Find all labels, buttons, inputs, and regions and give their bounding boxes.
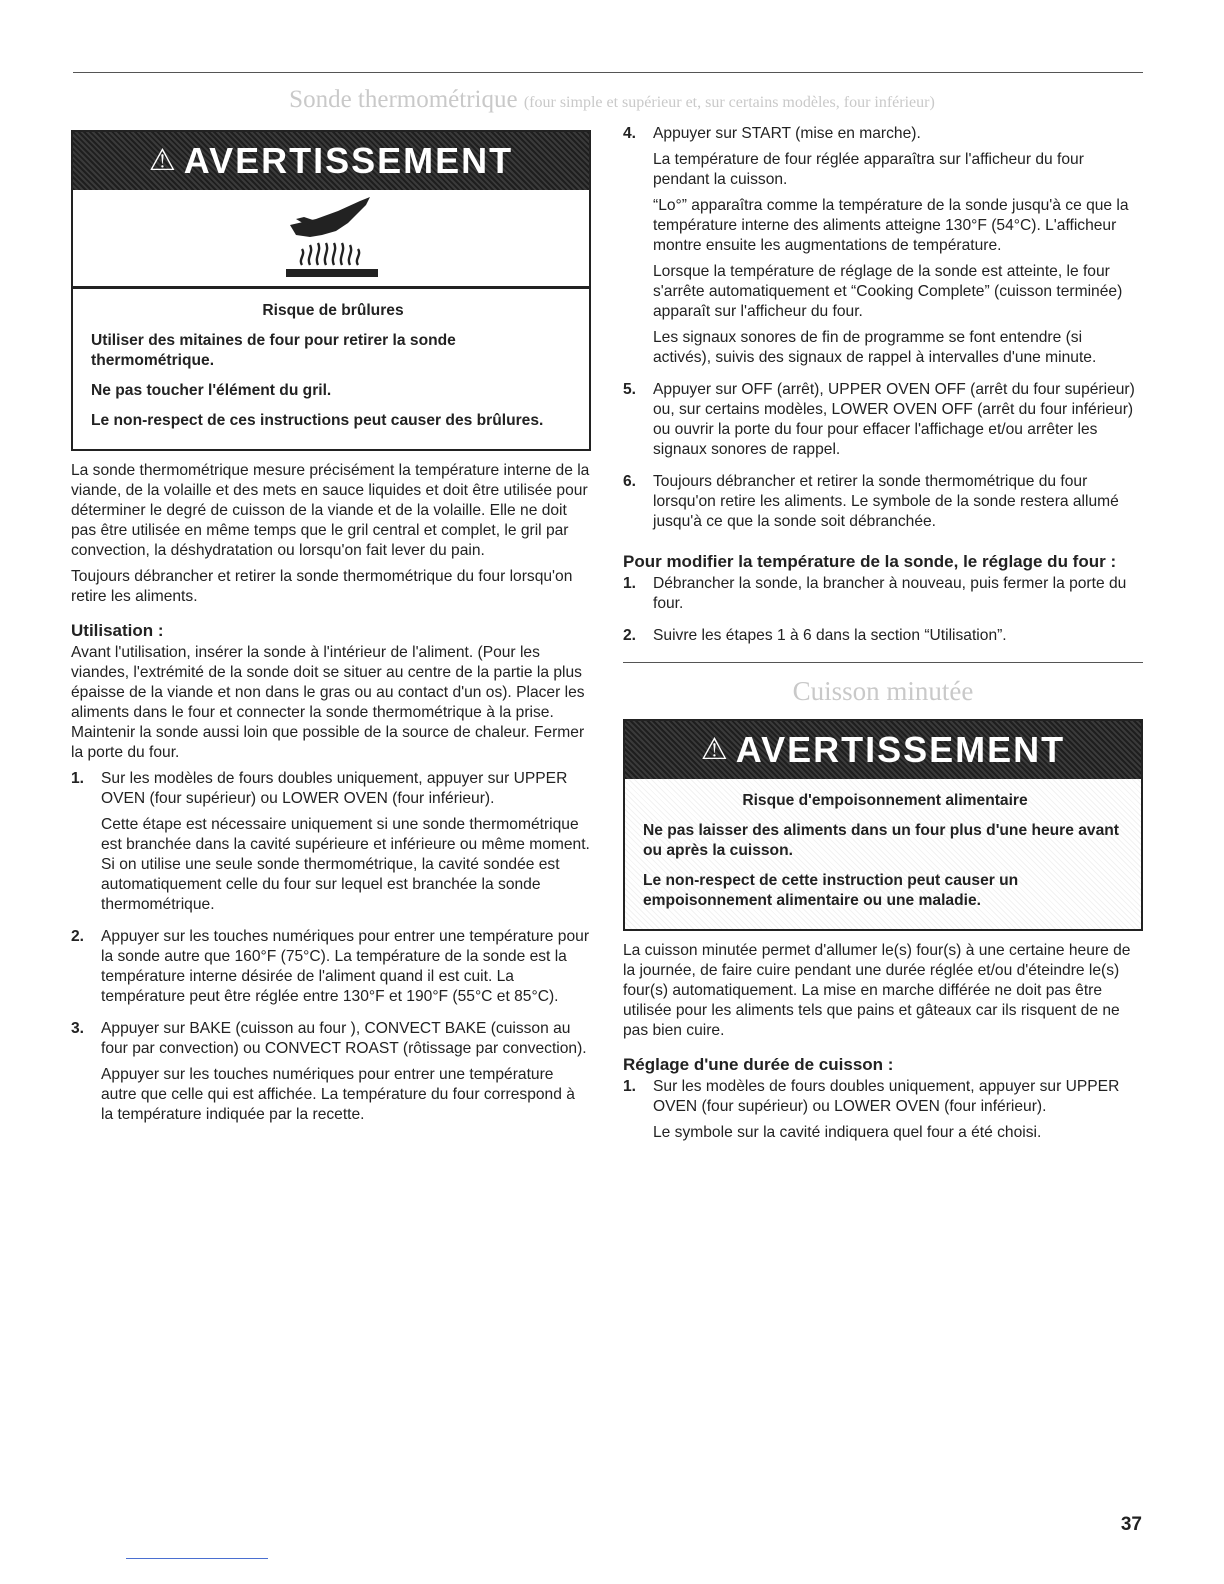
- step-item: [71, 1019, 591, 1131]
- step-text: Appuyer sur BAKE (cuisson au four ), CONVECT BAKE (cuisson au four par convection) ou CONVECT ROAST (rôtissage par convection).: [101, 1020, 587, 1057]
- step-item: [71, 927, 591, 1013]
- section-divider: [623, 662, 1143, 663]
- warning-header-label: AVERTISSEMENT: [183, 140, 514, 181]
- utilisation-intro: Avant l'utilisation, insérer la sonde à l'intérieur de l'aliment. (Pour les viandes, l'extrémité de la sonde doit se situer au centre de la partie la plus épaisse de la viande et non dans le gras ou au contact d'un os). Placer les aliments dans le four et connecter la sonde thermométrique à la prise. Maintenir la sonde aussi loin que possible de la source de chaleur. Fermer la porte du four.: [71, 644, 585, 761]
- step-text: Suivre les étapes 1 à 6 dans la section “Utilisation”.: [653, 627, 1007, 644]
- step-item: [623, 1077, 1143, 1149]
- risk-label: Risque de brûlures: [262, 302, 404, 319]
- step-number: 2.: [623, 627, 637, 644]
- section-title-sub: (four simple et supérieur et, sur certains modèles, four inférieur): [523, 94, 935, 111]
- page-number: 37: [1120, 1514, 1142, 1535]
- step-item: [623, 626, 1143, 652]
- step-text: Débrancher la sonde, la brancher à nouveau, puis fermer la porte du four.: [653, 575, 1127, 612]
- warning-triangle-icon: ⚠: [700, 733, 730, 766]
- step-text: “Lo°” apparaîtra comme la température de la sonde jusqu'à ce que la température interne des aliments atteigne 130°F (54°C). L'afficheur montre ensuite les augmentations de température.: [653, 197, 1129, 254]
- warning-rule: Le non-respect de ces instructions peut causer des brûlures.: [91, 412, 544, 429]
- warning-header: [73, 132, 589, 190]
- warning-header-label: AVERTISSEMENT: [735, 729, 1066, 770]
- step-text: Sur les modèles de fours doubles uniquement, appuyer sur UPPER OVEN (four supérieur) ou LOWER OVEN (four inférieur).: [653, 1078, 1120, 1115]
- step-text: Sur les modèles de fours doubles uniquement, appuyer sur UPPER OVEN (four supérieur) ou LOWER OVEN (four inférieur).: [101, 770, 568, 807]
- warning-rule: Ne pas laisser des aliments dans un four plus d'une heure avant ou après la cuisson.: [643, 822, 1119, 859]
- warning-header: [625, 721, 1141, 779]
- step-text: Toujours débrancher et retirer la sonde thermométrique du four lorsqu'on retire les aliments. Le symbole de la sonde restera allumé jusqu'à ce que la sonde soit débranchée.: [653, 473, 1119, 530]
- step-number: 4.: [623, 125, 637, 142]
- step-number: 3.: [71, 1020, 85, 1037]
- left-column: [71, 130, 591, 1137]
- cuisson-title: Cuisson minutée: [792, 676, 974, 706]
- hot-surface-hand-icon: [276, 195, 386, 281]
- step-number: 1.: [623, 575, 637, 592]
- hand-area: [73, 190, 589, 289]
- warning-rule: Ne pas toucher l'élément du gril.: [91, 382, 332, 399]
- food-poisoning-warning-box: [623, 719, 1143, 931]
- warning-body: [73, 289, 589, 449]
- step-text: Appuyer sur les touches numériques pour entrer une température pour la sonde autre que 160°F (75°C). La température de la sonde est la température interne désirée de l'aliment quand il est cuit. La température peut être réglée entre 130°F et 190°F (55°C et 85°C).: [101, 928, 590, 1005]
- step-text: Appuyer sur START (mise en marche).: [653, 125, 921, 142]
- step-number: 5.: [623, 381, 637, 398]
- step-item: [623, 380, 1143, 466]
- intro-paragraph: La sonde thermométrique mesure précisément la température interne de la viande, de la volaille et des mets en sauce liquides et doit être utilisée pour déterminer le degré de cuisson de la viande et de la volaille. Elle ne doit pas être utilisée en même temps que le gril central et complet, le gril par convection, la déshydratation ou lorsqu'on fait lever du pain.: [71, 462, 590, 559]
- step-item: [71, 769, 591, 921]
- step-number: 1.: [71, 770, 85, 787]
- intro-paragraph: Toujours débrancher et retirer la sonde thermométrique du four lorsqu'on retire les aliments.: [71, 568, 573, 605]
- step-text: Les signaux sonores de fin de programme se font entendre (si activés), suivis des signaux de rappel à intervalles d'une minute.: [653, 329, 1097, 366]
- warning-triangle-icon: ⚠: [148, 144, 178, 177]
- burn-warning-box: [71, 130, 591, 451]
- modifier-heading: Pour modifier la température de la sonde, le réglage du four :: [623, 552, 1117, 571]
- step-item: [623, 472, 1143, 538]
- step-item: [623, 124, 1143, 374]
- step-text: Lorsque la température de réglage de la sonde est atteinte, le four s'arrête automatiquement et “Cooking Complete” (cuisson terminée) apparaît sur l'afficheur du four.: [653, 263, 1123, 320]
- step-number: 2.: [71, 928, 85, 945]
- step-number: 6.: [623, 473, 637, 490]
- step-text: Cette étape est nécessaire uniquement si une sonde thermométrique est branchée dans la cavité supérieure et inférieure ou même moment. Si on utilise une seule sonde thermométrique, la cavité sondée est automatiquement celle du four sur lequel est branchée la sonde thermométrique.: [101, 816, 590, 913]
- risk-label: Risque d'empoisonnement alimentaire: [742, 792, 1028, 809]
- step-text: Appuyer sur OFF (arrêt), UPPER OVEN OFF (arrêt du four supérieur) ou, sur certains modèles, LOWER OVEN OFF (arrêt du four inférieur) ou ouvrir la porte du four pour effacer l'affichage et/ou arrêter les signaux sonores de rappel.: [653, 381, 1135, 458]
- bottom-link-line: [126, 1558, 268, 1559]
- step-text: La température de four réglée apparaîtra sur l'afficheur du four pendant la cuisson.: [653, 151, 1084, 188]
- warning-rule: Le non-respect de cette instruction peut causer un empoisonnement alimentaire ou une maladie.: [643, 872, 1019, 909]
- step-item: [623, 574, 1143, 620]
- section-title-main: Sonde thermométrique: [289, 86, 518, 113]
- section-title: [0, 86, 1224, 114]
- warning-rule: Utiliser des mitaines de four pour retirer la sonde thermométrique.: [91, 332, 456, 369]
- utilisation-heading: Utilisation :: [71, 621, 164, 640]
- reglage-heading: Réglage d'une durée de cuisson :: [623, 1055, 894, 1074]
- step-text: Appuyer sur les touches numériques pour entrer une température autre que celle qui est affichée. La température du four correspond à la température indiquée par la recette.: [101, 1066, 575, 1123]
- step-number: 1.: [623, 1078, 637, 1095]
- top-rule: [73, 72, 1143, 73]
- warning-body: [625, 779, 1141, 929]
- right-column: [623, 124, 1143, 1155]
- step-text: Le symbole sur la cavité indiquera quel four a été choisi.: [653, 1124, 1042, 1141]
- cuisson-intro: La cuisson minutée permet d'allumer le(s) four(s) à une certaine heure de la journée, de faire cuire pendant une durée réglée et/ou d'éteindre le(s) four(s) automatiquement. La mise en marche différée ne doit pas être utilisée pour les aliments tels que pains et gâteaux car ils risquent de ne pas bien cuire.: [623, 942, 1131, 1039]
